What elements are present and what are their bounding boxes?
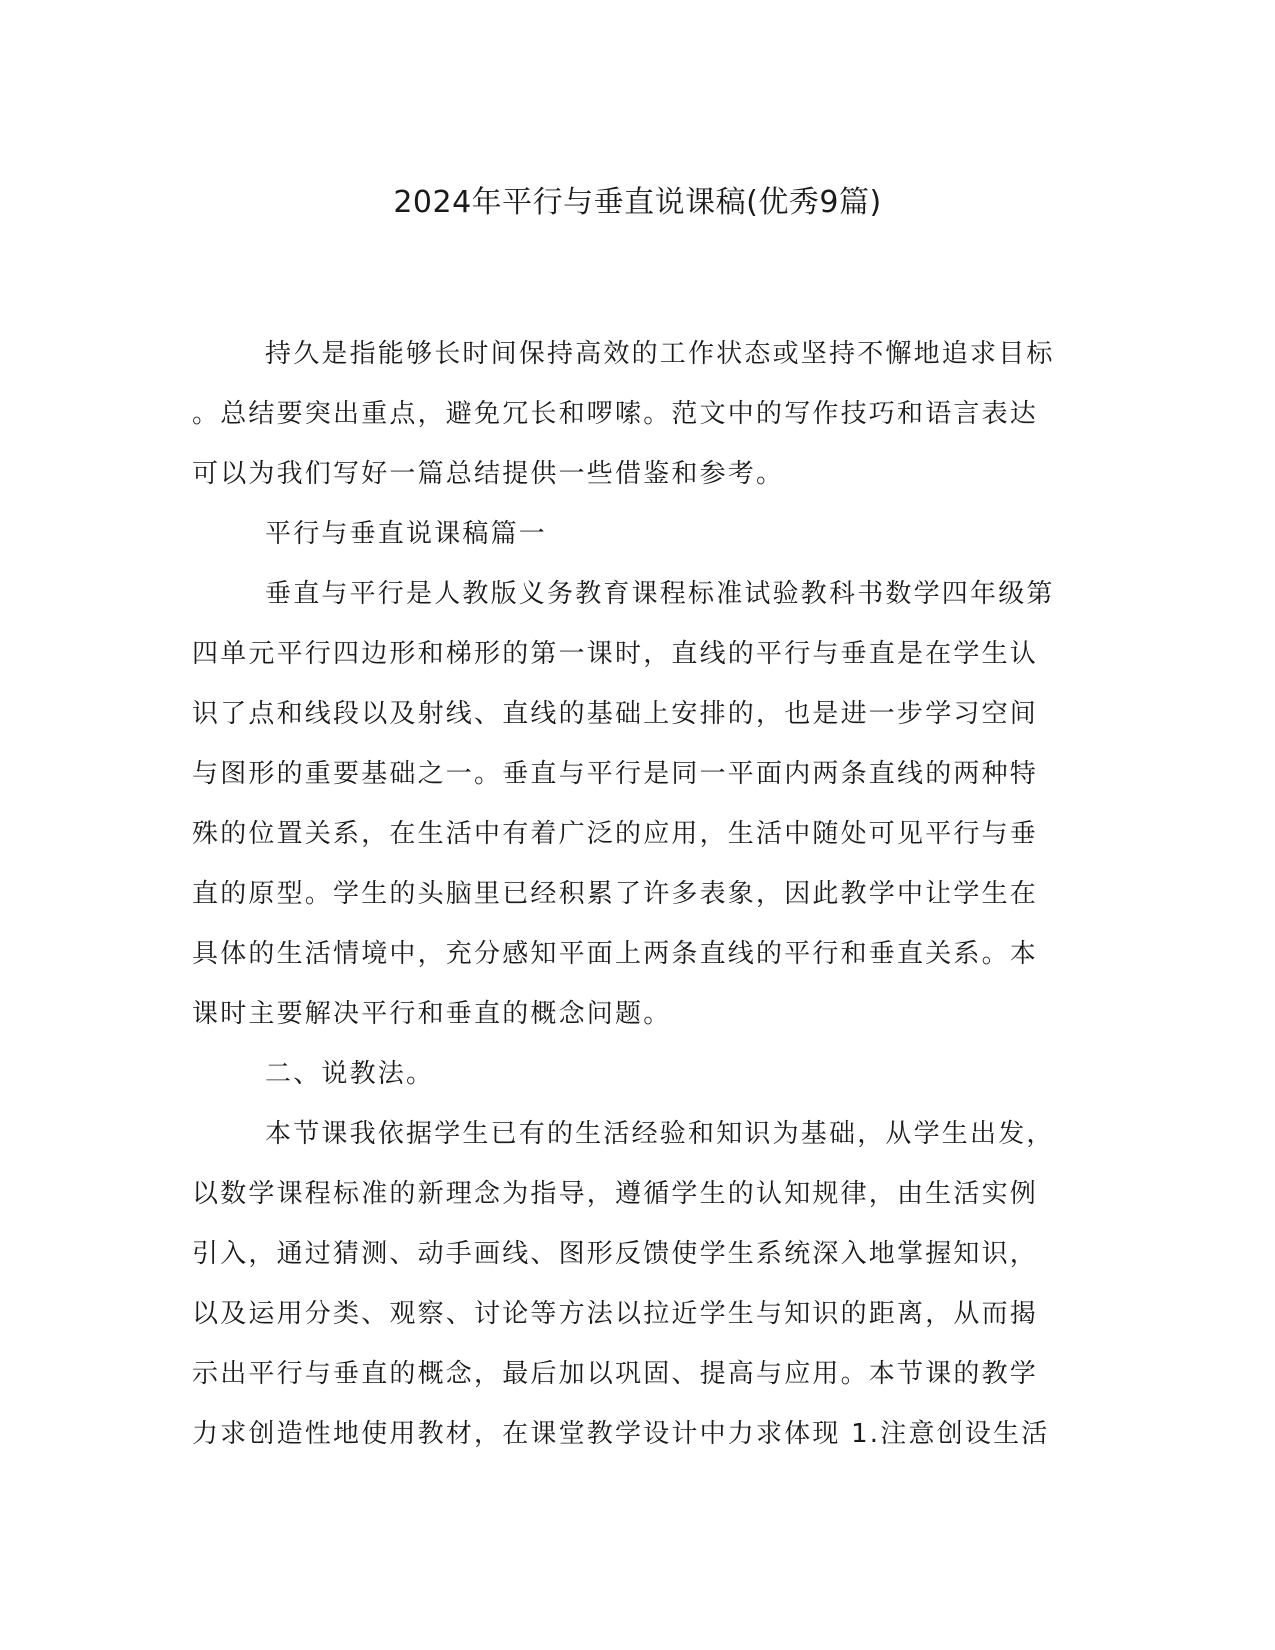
body-line: 示出平行与垂直的概念，最后加以巩固、提高与应用。本节课的教学 bbox=[192, 1359, 1039, 1389]
body-line: 课时主要解决平行和垂直的概念问题。 bbox=[192, 999, 672, 1029]
body-line: 直的原型。学生的头脑里已经积累了许多表象，因此教学中让学生在 bbox=[192, 879, 1039, 909]
body-line: 以及运用分类、观察、讨论等方法以拉近学生与知识的距离，从而揭 bbox=[192, 1299, 1039, 1329]
body-line: 可以为我们写好一篇总结提供一些借鉴和参考。 bbox=[192, 459, 785, 489]
body-line: 。总结要突出重点，避免冗长和啰嗦。范文中的写作技巧和语言表达 bbox=[192, 399, 1039, 429]
body-line: 本节课我依据学生已有的生活经验和知识为基础，从学生出发， bbox=[265, 1119, 1055, 1149]
body-line: 识了点和线段以及射线、直线的基础上安排的，也是进一步学习空间 bbox=[192, 699, 1039, 729]
document-title: 2024年平行与垂直说课稿(优秀9篇) bbox=[393, 185, 882, 220]
body-line: 引入，通过猜测、动手画线、图形反馈使学生系统深入地掌握知识， bbox=[192, 1239, 1039, 1269]
section-heading: 平行与垂直说课稿篇一 bbox=[265, 519, 548, 549]
body-line: 殊的位置关系，在生活中有着广泛的应用，生活中随处可见平行与垂 bbox=[192, 819, 1039, 849]
body-line: 以数学课程标准的新理念为指导，遵循学生的认知规律，由生活实例 bbox=[192, 1179, 1039, 1209]
body-line: 四单元平行四边形和梯形的第一课时，直线的平行与垂直是在学生认 bbox=[192, 639, 1039, 669]
body-line: 力求创造性地使用教材，在课堂教学设计中力求体现 1.注意创设生活 bbox=[192, 1419, 1050, 1449]
body-line: 具体的生活情境中，充分感知平面上两条直线的平行和垂直关系。本 bbox=[192, 939, 1039, 969]
body-line: 与图形的重要基础之一。垂直与平行是同一平面内两条直线的两种特 bbox=[192, 759, 1039, 789]
body-line: 垂直与平行是人教版义务教育课程标准试验教科书数学四年级第 bbox=[265, 579, 1055, 609]
document-body bbox=[192, 324, 1074, 1464]
body-line: 持久是指能够长时间保持高效的工作状态或坚持不懈地追求目标 bbox=[265, 339, 1055, 369]
section-heading: 二、说教法。 bbox=[265, 1059, 435, 1089]
